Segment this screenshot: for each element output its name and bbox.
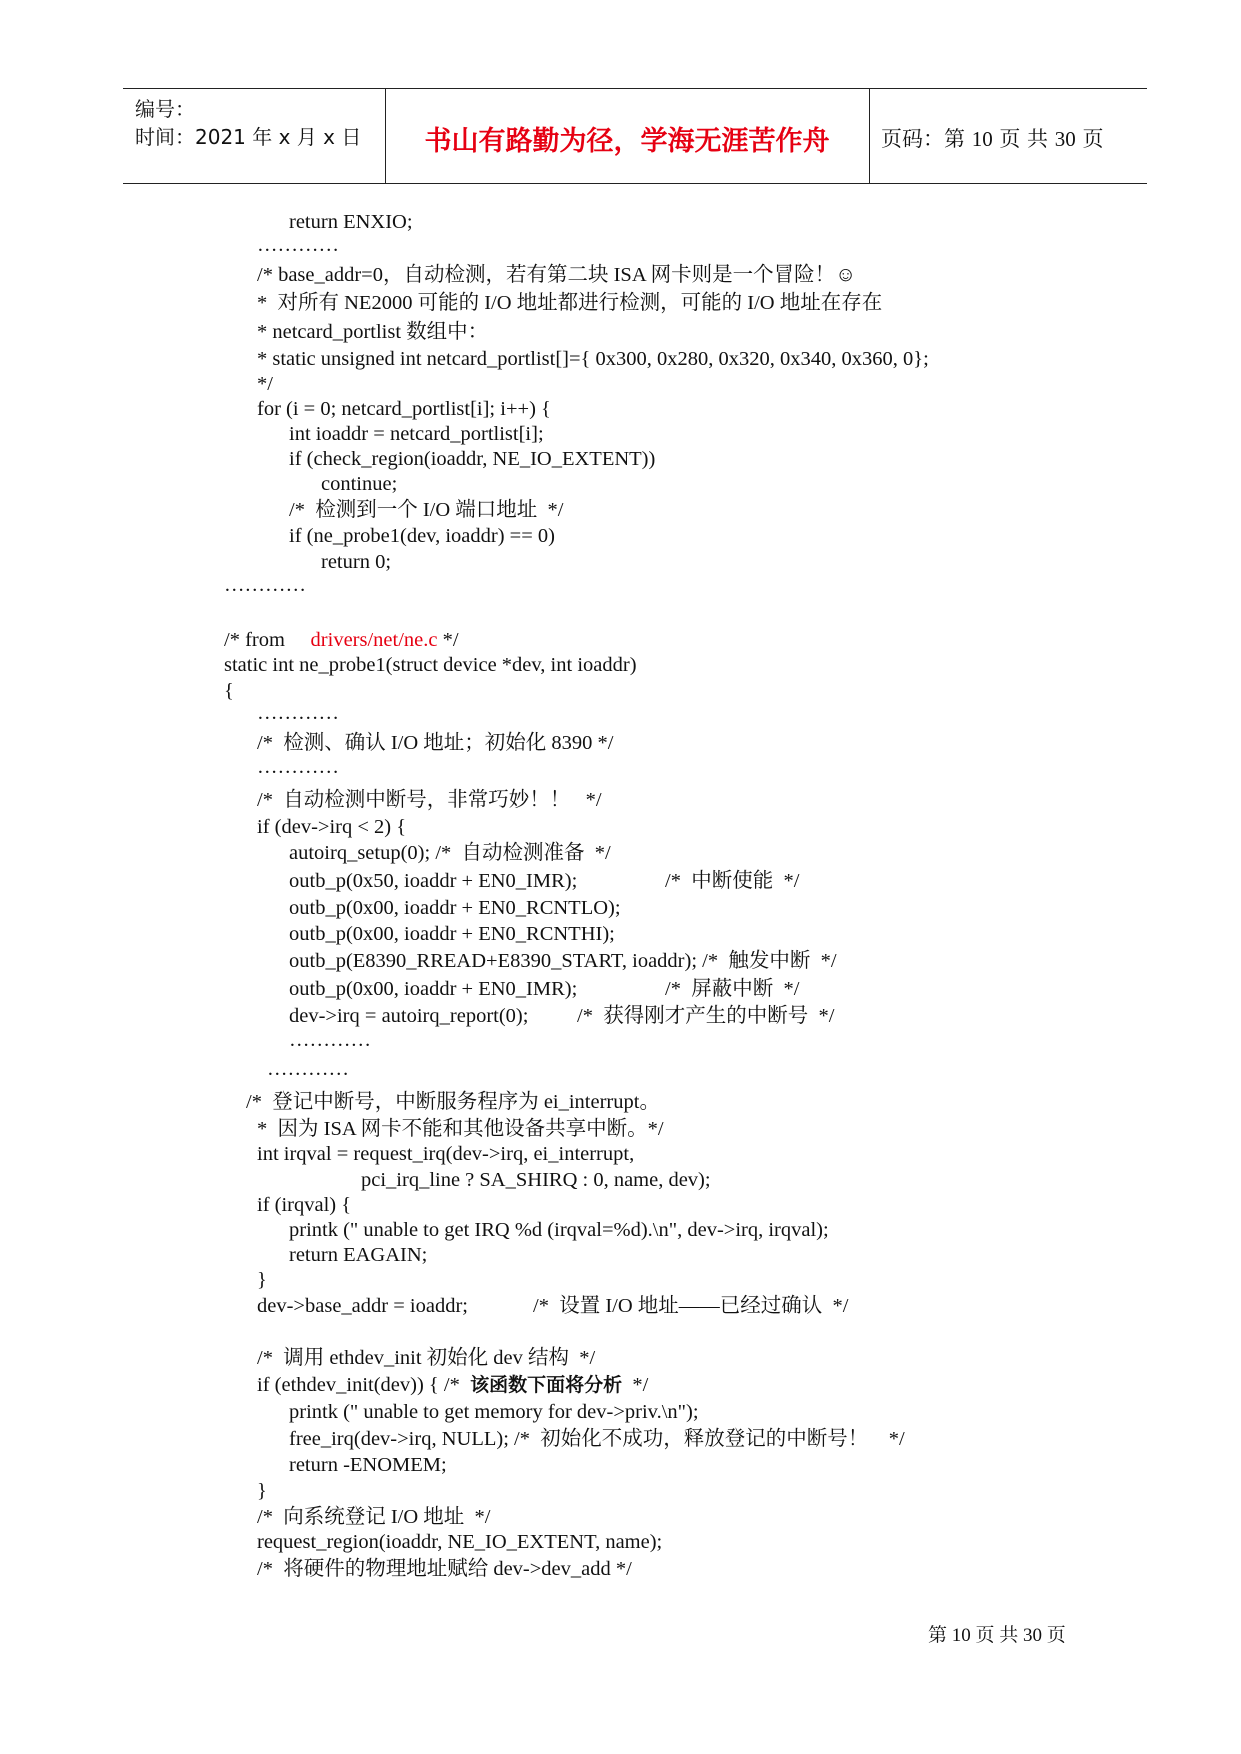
page-mid: 页 共 (999, 127, 1049, 151)
code-line: ………… (257, 234, 339, 256)
code-statement: outb_p(0x50, ioaddr + EN0_IMR); (289, 870, 578, 892)
code-line: /* 登记中断号，中断服务程序为 ei_interrupt。 (246, 1091, 660, 1113)
code-line: if (check_region(ioaddr, NE_IO_EXTENT)) (289, 448, 656, 470)
bold-note: 该函数下面将分析 (470, 1374, 623, 1396)
code-line: return ENXIO; (289, 211, 413, 233)
source-path: drivers/net/ne.c (310, 629, 438, 651)
code-line: * static unsigned int netcard_portlist[]={ 0x300, 0x280, 0x320, 0x340, 0x360, 0}; (257, 348, 929, 370)
code-line: outb_p(E8390_RREAD+E8390_START, ioaddr); /* 触发中断 */ (289, 950, 837, 972)
code-line: free_irq(dev->irq, NULL); /* 初始化不成功，释放登记的中断号！ */ (289, 1428, 905, 1450)
page-total: 30 (1054, 127, 1076, 151)
code-line (257, 1295, 849, 1317)
comment-start: /* from (224, 629, 285, 651)
code-line: printk (" unable to get IRQ %d (irqval=%d).\n", dev->irq, irqval); (289, 1219, 829, 1241)
code-line: continue; (321, 473, 398, 495)
code-line: /* 检测、确认 I/O 地址；初始化 8390 */ (257, 732, 614, 754)
code-statement: outb_p(0x00, ioaddr + EN0_IMR); (289, 978, 578, 1000)
document-date: 时间：2021 年 x 月 x 日 (135, 125, 362, 149)
code-line: ………… (289, 1029, 371, 1051)
code-line: { (224, 680, 234, 702)
code-comment: /* 设置 I/O 地址——已经过确认 */ (533, 1295, 849, 1317)
code-line (289, 870, 800, 892)
code-line: * 因为 ISA 网卡不能和其他设备共享中断。*/ (257, 1118, 664, 1140)
code-line: /* 自动检测中断号，非常巧妙！！ */ (257, 789, 602, 811)
code-statement: if (ethdev_init(dev)) { /* (257, 1374, 460, 1396)
code-line (289, 978, 800, 1000)
comment-end: */ (632, 1374, 649, 1396)
code-line: /* base_addr=0，自动检测，若有第二块 ISA 网卡则是一个冒险！☺ (257, 264, 857, 286)
code-line: if (irqval) { (257, 1194, 352, 1216)
code-line: outb_p(0x00, ioaddr + EN0_RCNTLO); (289, 897, 621, 919)
code-line: */ (257, 373, 273, 395)
code-line (257, 1375, 648, 1396)
code-statement: dev->base_addr = ioaddr; (257, 1295, 468, 1317)
header-motto: 书山有路勤为径，学海无涯苦作舟 (424, 126, 830, 157)
code-comment: /* 中断使能 */ (665, 870, 800, 892)
code-statement: dev->irq = autoirq_report(0); (289, 1005, 529, 1027)
code-line: outb_p(0x00, ioaddr + EN0_RCNTHI); (289, 923, 615, 945)
code-line: return 0; (321, 551, 392, 573)
code-line: * netcard_portlist 数组中： (257, 321, 489, 343)
code-line: printk (" unable to get memory for dev->priv.\n"); (289, 1401, 699, 1423)
code-line: ………… (224, 574, 306, 596)
code-line: * 对所有 NE2000 可能的 I/O 地址都进行检测，可能的 I/O 地址在存在 (257, 292, 883, 314)
code-comment: /* 屏蔽中断 */ (665, 978, 800, 1000)
code-line (289, 1005, 835, 1027)
code-line: int ioaddr = netcard_portlist[i]; (289, 423, 544, 445)
code-line (224, 630, 459, 651)
code-line: static int ne_probe1(struct device *dev, int ioaddr) (224, 654, 637, 676)
code-comment: /* 获得刚才产生的中断号 */ (577, 1005, 835, 1027)
page-current: 10 (971, 127, 993, 151)
code-line: return EAGAIN; (289, 1244, 428, 1266)
document-number-label: 编号： (135, 97, 195, 121)
code-line: ………… (257, 702, 339, 724)
code-line: if (ne_probe1(dev, ioaddr) == 0) (289, 525, 555, 547)
code-line: autoirq_setup(0); /* 自动检测准备 */ (289, 842, 611, 864)
code-line: for (i = 0; netcard_portlist[i]; i++) { (257, 398, 551, 420)
code-line: ………… (267, 1058, 349, 1080)
code-line: /* 向系统登记 I/O 地址 */ (257, 1506, 491, 1528)
code-line: request_region(ioaddr, NE_IO_EXTENT, name); (257, 1531, 663, 1553)
code-line: int irqval = request_irq(dev->irq, ei_interrupt, (257, 1143, 635, 1165)
code-line: /* 检测到一个 I/O 端口地址 */ (289, 499, 564, 521)
page-footer: 第 10 页 共 30 页 (928, 1625, 1066, 1646)
code-line: /* 调用 ethdev_init 初始化 dev 结构 */ (257, 1347, 596, 1369)
page-prefix: 页码：第 (881, 127, 965, 151)
code-line: pci_irq_line ? SA_SHIRQ : 0, name, dev); (361, 1169, 711, 1191)
code-line: } (257, 1269, 267, 1291)
page-suffix: 页 (1082, 127, 1104, 151)
code-line: /* 将硬件的物理地址赋给 dev->dev_add */ (257, 1558, 632, 1580)
code-line: ………… (257, 756, 339, 778)
comment-end: */ (442, 629, 459, 651)
code-line: return -ENOMEM; (289, 1454, 447, 1476)
code-line: if (dev->irq < 2) { (257, 816, 407, 838)
code-line: } (257, 1480, 267, 1502)
